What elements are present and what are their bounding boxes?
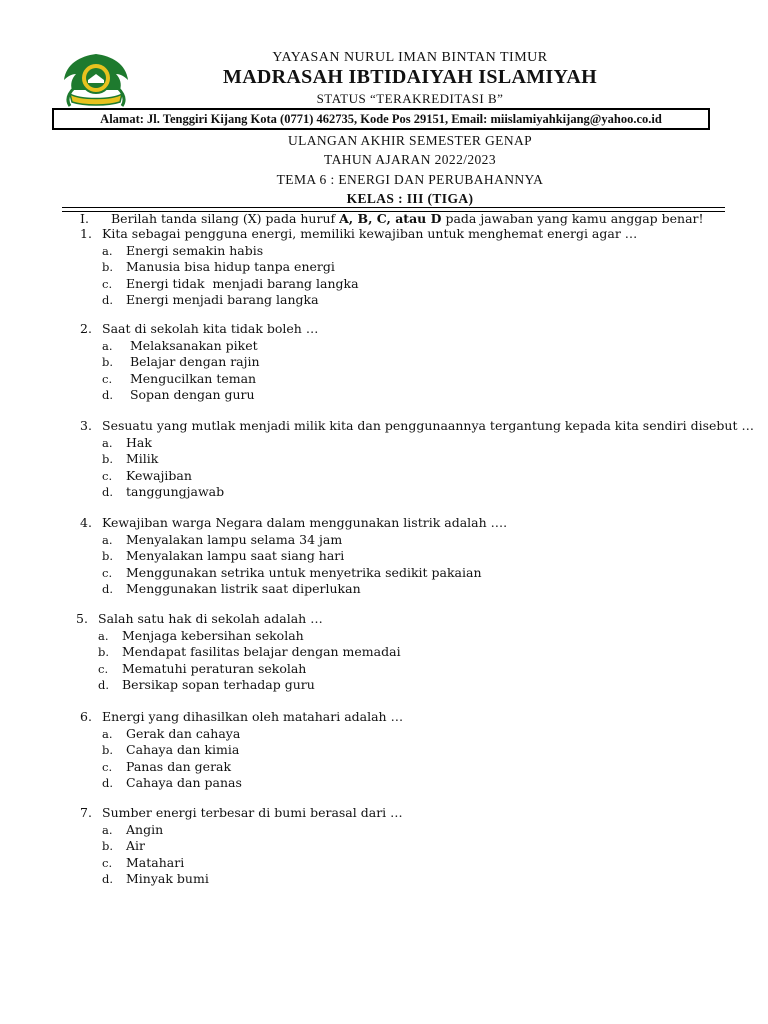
answer-option[interactable] <box>102 871 209 886</box>
option-letter: c. <box>102 565 113 580</box>
answer-option[interactable] <box>98 677 315 692</box>
option-letter: a. <box>102 436 113 450</box>
option-text: Belajar dengan rajin <box>126 354 260 370</box>
option-text: Hak <box>126 435 152 450</box>
option-letter: c. <box>102 759 113 774</box>
answer-option[interactable] <box>98 661 306 676</box>
option-letter: c. <box>102 371 113 386</box>
option-text: Air <box>126 838 146 854</box>
option-text: Mengucilkan teman <box>126 370 257 386</box>
answer-option[interactable] <box>102 243 263 258</box>
answer-option[interactable] <box>102 742 239 757</box>
option-letter: a. <box>102 823 113 837</box>
question-number: 4. <box>80 515 92 530</box>
option-text: Energi tidak menjadi barang langka <box>126 275 359 291</box>
accreditation-status: STATUS “TERAKREDITASI B” <box>316 91 504 106</box>
question-text: Kewajiban warga Negara dalam menggunakan listrik adalah …. <box>102 515 508 530</box>
answer-option[interactable] <box>102 451 158 466</box>
option-letter: c. <box>102 276 113 291</box>
question-number: 3. <box>80 418 92 433</box>
option-letter: d. <box>102 387 114 402</box>
question-number: 1. <box>80 226 92 241</box>
option-text: Mendapat fasilitas belajar dengan memadai <box>122 644 401 660</box>
answer-option[interactable] <box>102 565 482 580</box>
question-number: 6. <box>80 709 92 724</box>
option-letter: a. <box>102 244 113 258</box>
option-text: Cahaya dan kimia <box>126 742 240 758</box>
answer-option[interactable] <box>102 387 255 402</box>
option-text: Angin <box>126 822 164 837</box>
instruction <box>80 211 704 226</box>
option-text: Energi menjadi barang langka <box>126 291 319 307</box>
option-text: Matahari <box>126 854 185 870</box>
option-text: Gerak dan cahaya <box>126 726 241 741</box>
option-text: Mematuhi peraturan sekolah <box>122 660 307 676</box>
option-letter: a. <box>98 629 109 643</box>
option-letter: b. <box>102 549 114 564</box>
school-crest-logo <box>60 50 132 112</box>
section-number: I. <box>80 211 89 226</box>
answer-option[interactable] <box>102 726 240 741</box>
answer-option[interactable] <box>102 338 258 353</box>
answer-option[interactable] <box>98 644 401 659</box>
option-letter: d. <box>102 484 114 499</box>
option-text: Menggunakan listrik saat diperlukan <box>126 580 361 596</box>
option-text: Bersikap sopan terhadap guru <box>122 676 315 692</box>
question-number: 5. <box>76 611 88 626</box>
option-letter: a. <box>102 533 113 547</box>
option-letter: b. <box>102 260 114 275</box>
answer-option[interactable] <box>98 628 304 643</box>
option-letter: b. <box>98 645 110 660</box>
question-text: Sesuatu yang mutlak menjadi milik kita dan penggunaannya tergantung kepada kita sendiri disebut … <box>102 418 754 433</box>
answer-option[interactable] <box>102 581 361 596</box>
exam-theme: TEMA 6 : ENERGI DAN PERUBAHANNYA <box>276 172 544 187</box>
answer-option[interactable] <box>102 371 256 386</box>
instruction-text-end: pada jawaban yang kamu anggap benar! <box>441 211 704 226</box>
option-letter: b. <box>102 355 114 370</box>
option-letter: d. <box>102 581 114 596</box>
option-text: Manusia bisa hidup tanpa energi <box>126 259 335 275</box>
answer-option[interactable] <box>102 468 192 483</box>
option-letter: d. <box>102 871 114 886</box>
option-text: Sopan dengan guru <box>126 386 255 402</box>
option-text: tanggungjawab <box>126 483 225 499</box>
option-letter: c. <box>102 468 113 483</box>
option-text: Menjaga kebersihan sekolah <box>122 628 304 643</box>
question-text: Energi yang dihasilkan oleh matahari adalah … <box>102 709 404 724</box>
question-text: Sumber energi terbesar di bumi berasal dari … <box>102 805 403 820</box>
option-letter: c. <box>102 855 113 870</box>
instruction-choices: A, B, C, atau D <box>339 211 442 226</box>
answer-option[interactable] <box>102 259 335 274</box>
question-text: Salah satu hak di sekolah adalah … <box>98 611 323 626</box>
option-text: Menyalakan lampu saat siang hari <box>126 548 345 564</box>
answer-option[interactable] <box>102 759 231 774</box>
question-text: Saat di sekolah kita tidak boleh … <box>102 321 319 336</box>
answer-option[interactable] <box>102 276 359 291</box>
class-level: KELAS : III (TIGA) <box>346 191 474 206</box>
divider-line <box>62 207 725 208</box>
option-letter: b. <box>102 452 114 467</box>
option-letter: d. <box>102 292 114 307</box>
foundation-name: YAYASAN NURUL IMAN BINTAN TIMUR <box>272 50 548 65</box>
answer-option[interactable] <box>102 822 163 837</box>
option-letter: d. <box>102 775 114 790</box>
option-text: Cahaya dan panas <box>126 774 242 790</box>
option-letter: c. <box>98 661 109 676</box>
option-text: Menggunakan setrika untuk menyetrika sedikit pakaian <box>126 564 482 580</box>
answer-option[interactable] <box>102 838 145 853</box>
option-text: Panas dan gerak <box>126 758 232 774</box>
academic-year: TAHUN AJARAN 2022/2023 <box>324 152 496 167</box>
question-number: 2. <box>80 321 92 336</box>
option-letter: d. <box>98 677 110 692</box>
option-letter: a. <box>102 727 113 741</box>
question-number: 7. <box>80 805 92 820</box>
option-text: Kewajiban <box>126 467 192 483</box>
answer-option[interactable] <box>102 775 242 790</box>
answer-option[interactable] <box>102 855 184 870</box>
option-text: Melaksanakan piket <box>126 338 258 353</box>
school-name: MADRASAH IBTIDAIYAH ISLAMIYAH <box>223 66 597 88</box>
option-letter: a. <box>102 339 113 353</box>
exam-title: ULANGAN AKHIR SEMESTER GENAP <box>287 133 533 148</box>
answer-option[interactable] <box>102 435 152 450</box>
address-box: Alamat: Jl. Tenggiri Kijang Kota (0771) 462735, Kode Pos 29151, Email: miislamiyahkijang@yahoo.co.id <box>52 108 710 130</box>
answer-option[interactable] <box>102 354 260 369</box>
option-letter: b. <box>102 839 114 854</box>
answer-option[interactable] <box>102 484 224 499</box>
answer-option[interactable] <box>102 548 344 563</box>
question-text: Kita sebagai pengguna energi, memiliki kewajiban untuk menghemat energi agar … <box>102 226 638 241</box>
answer-option[interactable] <box>102 292 319 307</box>
instruction-text: Berilah tanda silang (X) pada huruf <box>111 211 340 226</box>
option-text: Milik <box>126 451 159 467</box>
answer-option[interactable] <box>102 532 342 547</box>
option-text: Energi semakin habis <box>126 243 264 258</box>
option-letter: b. <box>102 743 114 758</box>
option-text: Minyak bumi <box>126 870 209 886</box>
option-text: Menyalakan lampu selama 34 jam <box>126 532 343 547</box>
